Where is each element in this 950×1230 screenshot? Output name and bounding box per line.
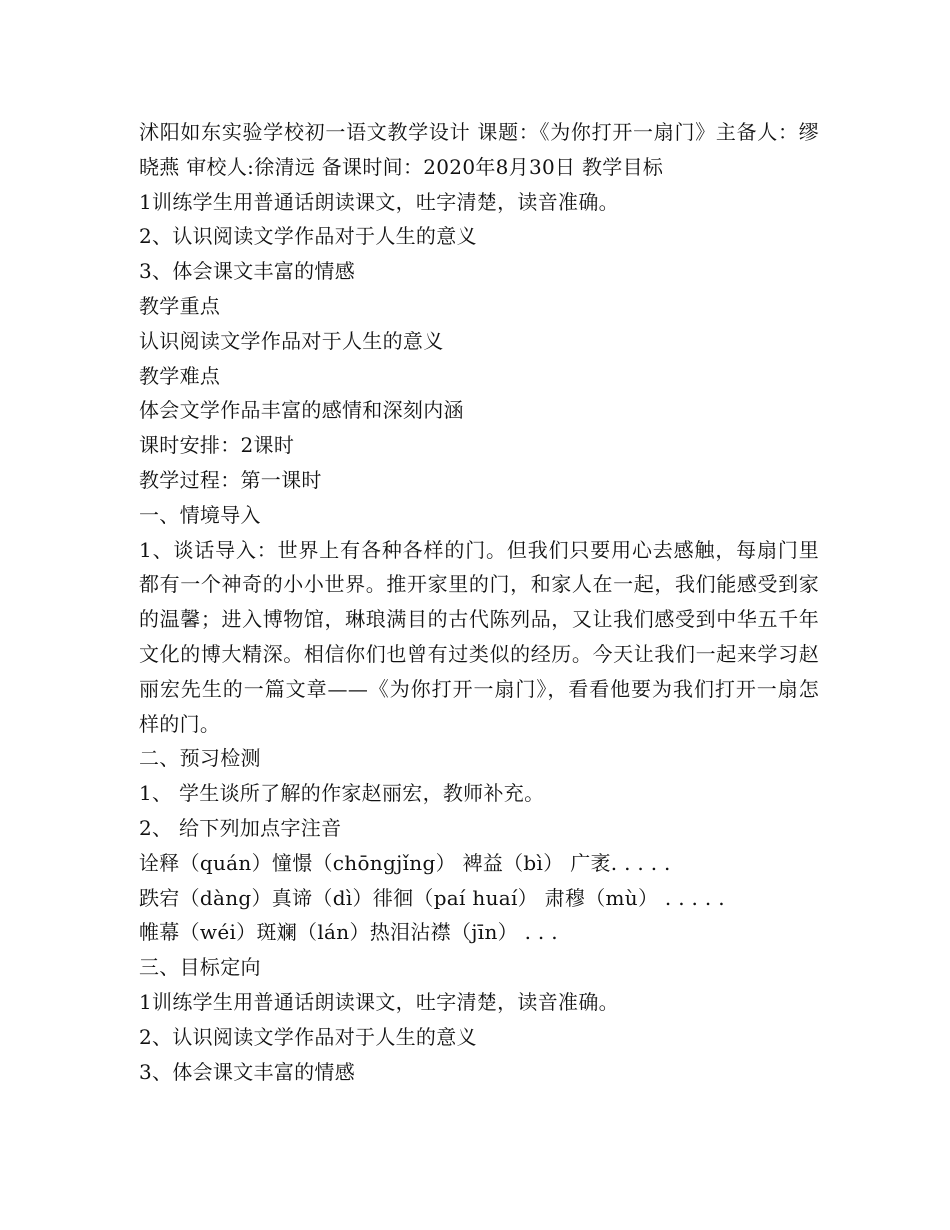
document-header: 沭阳如东实验学校初一语文教学设计 课题：《为你打开一扇门》主备人：缪晓燕 审校人:徐清远 备课时间：2020年8月30日 教学目标 (139, 120, 819, 179)
section-2-heading: 二、预习检测 (139, 746, 261, 771)
pinyin-line-1: 诠释（quán）憧憬（chōngjǐng） 裨益（bì） 广袤. . . . . (139, 850, 671, 875)
process-heading: 教学过程：第一课时 (139, 467, 322, 492)
goal-1: 1训练学生用普通话朗读课文，吐字清楚，读音准确。 (139, 189, 619, 214)
pinyin-line-3: 帷幕（wéi）斑斓（lán）热泪沾襟（jīn） . . . (139, 920, 558, 945)
difficulties-heading: 教学难点 (139, 363, 221, 388)
document-page (139, 115, 819, 1089)
preview-item-2: 2、 给下列加点字注音 (139, 815, 342, 840)
section-1-heading: 一、情境导入 (139, 502, 261, 527)
key-points-heading: 教学重点 (139, 293, 221, 318)
target-goal-2: 2、认识阅读文学作品对于人生的意义 (139, 1024, 477, 1049)
key-points-text: 认识阅读文学作品对于人生的意义 (139, 328, 444, 353)
intro-paragraph: 1、谈话导入：世界上有各种各样的门。但我们只要用心去感触，每扇门里都有一个神奇的小小世界。推开家里的门，和家人在一起，我们能感受到家的温馨；进入博物馆，琳琅满目的古代陈列品，又让我们感受到中华五千年文化的博大精深。相信你们也曾有过类似的经历。今天让我们一起来学习赵丽宏先生的一篇文章——《为你打开一扇门》，看看他要为我们打开一扇怎样的门。 (139, 537, 819, 736)
preview-item-1: 1、 学生谈所了解的作家赵丽宏，教师补充。 (139, 781, 545, 806)
difficulties-text: 体会文学作品丰富的感情和深刻内涵 (139, 398, 464, 423)
pinyin-line-2: 跌宕（dàng）真谛（dì）徘徊（paí huaí） 肃穆（mù） . . . . . (139, 885, 725, 910)
target-goal-3: 3、体会课文丰富的情感 (139, 1059, 356, 1084)
schedule-text: 课时安排：2课时 (139, 433, 295, 458)
goal-2: 2、认识阅读文学作品对于人生的意义 (139, 224, 477, 249)
goal-3: 3、体会课文丰富的情感 (139, 259, 356, 284)
section-3-heading: 三、目标定向 (139, 955, 261, 980)
target-goal-1: 1训练学生用普通话朗读课文，吐字清楚，读音准确。 (139, 989, 619, 1014)
